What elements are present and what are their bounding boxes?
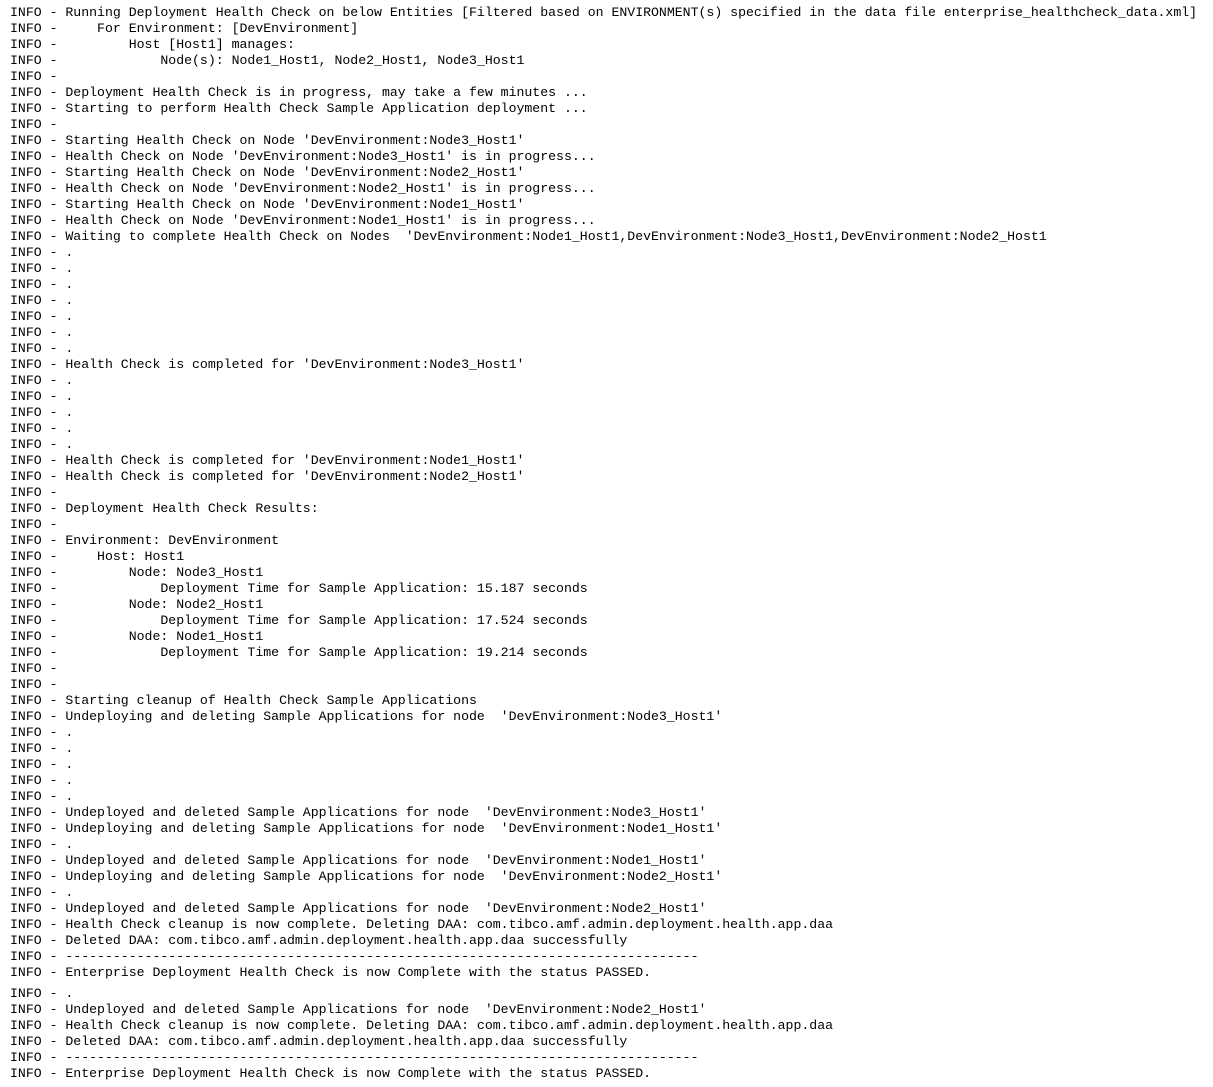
log-line: INFO - .: [10, 837, 74, 852]
log-line: INFO - Undeploying and deleting Sample Applications for node 'DevEnvironment:Node3_Host1': [10, 709, 723, 724]
log-line: INFO - .: [10, 437, 74, 452]
log-line: INFO - Waiting to complete Health Check on Nodes 'DevEnvironment:Node1_Host1,DevEnvironment:Node3_Host1,DevEnvironment:Node2_Host1: [10, 229, 1047, 244]
log-line: INFO - .: [10, 373, 74, 388]
log-line: INFO - Host [Host1] manages:: [10, 37, 295, 52]
log-line: INFO - For Environment: [DevEnvironment]: [10, 21, 359, 36]
log-line: INFO - .: [10, 341, 74, 356]
log-line: INFO - .: [10, 245, 74, 260]
log-line: INFO - .: [10, 405, 74, 420]
log-line: INFO - .: [10, 309, 74, 324]
log-line: INFO - Starting to perform Health Check Sample Application deployment ...: [10, 101, 588, 116]
log-line: INFO - .: [10, 773, 74, 788]
log-line: INFO - .: [10, 421, 74, 436]
log-line: INFO - Health Check on Node 'DevEnvironment:Node2_Host1' is in progress...: [10, 181, 596, 196]
log-line: INFO - Undeploying and deleting Sample Applications for node 'DevEnvironment:Node1_Host1': [10, 821, 723, 836]
log-line: INFO - .: [10, 885, 74, 900]
log-line: INFO - .: [10, 277, 74, 292]
log-line: INFO - Deployment Time for Sample Application: 19.214 seconds: [10, 645, 588, 660]
log-line: INFO -: [10, 69, 58, 84]
log-line: INFO -: [10, 117, 58, 132]
log-line: INFO - Starting Health Check on Node 'DevEnvironment:Node1_Host1': [10, 197, 525, 212]
log-line: INFO - Starting Health Check on Node 'DevEnvironment:Node3_Host1': [10, 133, 525, 148]
log-line: INFO - Enterprise Deployment Health Check is now Complete with the status PASSED.: [10, 1066, 652, 1081]
log-line: INFO - Running Deployment Health Check on below Entities [Filtered based on ENVIRONMENT(s) specified in the data file enterprise_healthcheck_data.xml]: [10, 5, 1198, 20]
log-line: INFO - .: [10, 261, 74, 276]
log-main-block: [10, 5, 1197, 981]
log-line: INFO - Health Check cleanup is now complete. Deleting DAA: com.tibco.amf.admin.deployment.health.app.daa: [10, 917, 834, 932]
log-line: INFO - Health Check is completed for 'DevEnvironment:Node1_Host1': [10, 453, 525, 468]
log-line: INFO - Health Check cleanup is now complete. Deleting DAA: com.tibco.amf.admin.deployment.health.app.daa: [10, 1018, 834, 1033]
log-line: INFO - Undeployed and deleted Sample Applications for node 'DevEnvironment:Node2_Host1': [10, 901, 707, 916]
log-line: INFO - Undeployed and deleted Sample Applications for node 'DevEnvironment:Node2_Host1': [10, 1002, 707, 1017]
log-line: INFO - .: [10, 325, 74, 340]
log-line: INFO - .: [10, 725, 74, 740]
log-line: INFO - --------------------------------------------------------------------------------: [10, 949, 699, 964]
log-line: INFO - Health Check on Node 'DevEnvironment:Node1_Host1' is in progress...: [10, 213, 596, 228]
log-line: INFO - .: [10, 789, 74, 804]
log-line: INFO - Deployment Health Check is in progress, may take a few minutes ...: [10, 85, 588, 100]
log-line: INFO - Undeployed and deleted Sample Applications for node 'DevEnvironment:Node3_Host1': [10, 805, 707, 820]
log-line: INFO - Node: Node1_Host1: [10, 629, 264, 644]
log-line: INFO - Node: Node3_Host1: [10, 565, 264, 580]
log-line: INFO - --------------------------------------------------------------------------------: [10, 1050, 699, 1065]
log-line: INFO - Node(s): Node1_Host1, Node2_Host1, Node3_Host1: [10, 53, 525, 68]
log-line: INFO - Starting cleanup of Health Check Sample Applications: [10, 693, 477, 708]
log-line: INFO - Deployment Time for Sample Application: 15.187 seconds: [10, 581, 588, 596]
log-line: INFO - Undeployed and deleted Sample Applications for node 'DevEnvironment:Node1_Host1': [10, 853, 707, 868]
log-line: INFO - Starting Health Check on Node 'DevEnvironment:Node2_Host1': [10, 165, 525, 180]
log-line: INFO - .: [10, 741, 74, 756]
log-line: INFO - Undeploying and deleting Sample Applications for node 'DevEnvironment:Node2_Host1': [10, 869, 723, 884]
log-line: INFO - Enterprise Deployment Health Check is now Complete with the status PASSED.: [10, 965, 652, 980]
log-line: INFO -: [10, 661, 58, 676]
log-line: INFO - Node: Node2_Host1: [10, 597, 264, 612]
log-tail-block: [10, 986, 833, 1082]
log-line: INFO - Deleted DAA: com.tibco.amf.admin.deployment.health.app.daa successfully: [10, 1034, 628, 1049]
log-line: INFO - Health Check is completed for 'DevEnvironment:Node2_Host1': [10, 469, 525, 484]
log-line: INFO - .: [10, 293, 74, 308]
log-line: INFO - Health Check is completed for 'DevEnvironment:Node3_Host1': [10, 357, 525, 372]
log-line: INFO - Host: Host1: [10, 549, 185, 564]
log-line: INFO - Environment: DevEnvironment: [10, 533, 280, 548]
log-line: INFO - Deployment Health Check Results:: [10, 501, 319, 516]
log-line: INFO - Health Check on Node 'DevEnvironment:Node3_Host1' is in progress...: [10, 149, 596, 164]
log-line: INFO -: [10, 485, 58, 500]
log-line: INFO - .: [10, 757, 74, 772]
log-line: INFO -: [10, 677, 58, 692]
log-line: INFO - .: [10, 389, 74, 404]
log-line: INFO - Deployment Time for Sample Application: 17.524 seconds: [10, 613, 588, 628]
log-line: INFO -: [10, 517, 58, 532]
log-line: INFO - .: [10, 986, 74, 1001]
log-line: INFO - Deleted DAA: com.tibco.amf.admin.deployment.health.app.daa successfully: [10, 933, 628, 948]
